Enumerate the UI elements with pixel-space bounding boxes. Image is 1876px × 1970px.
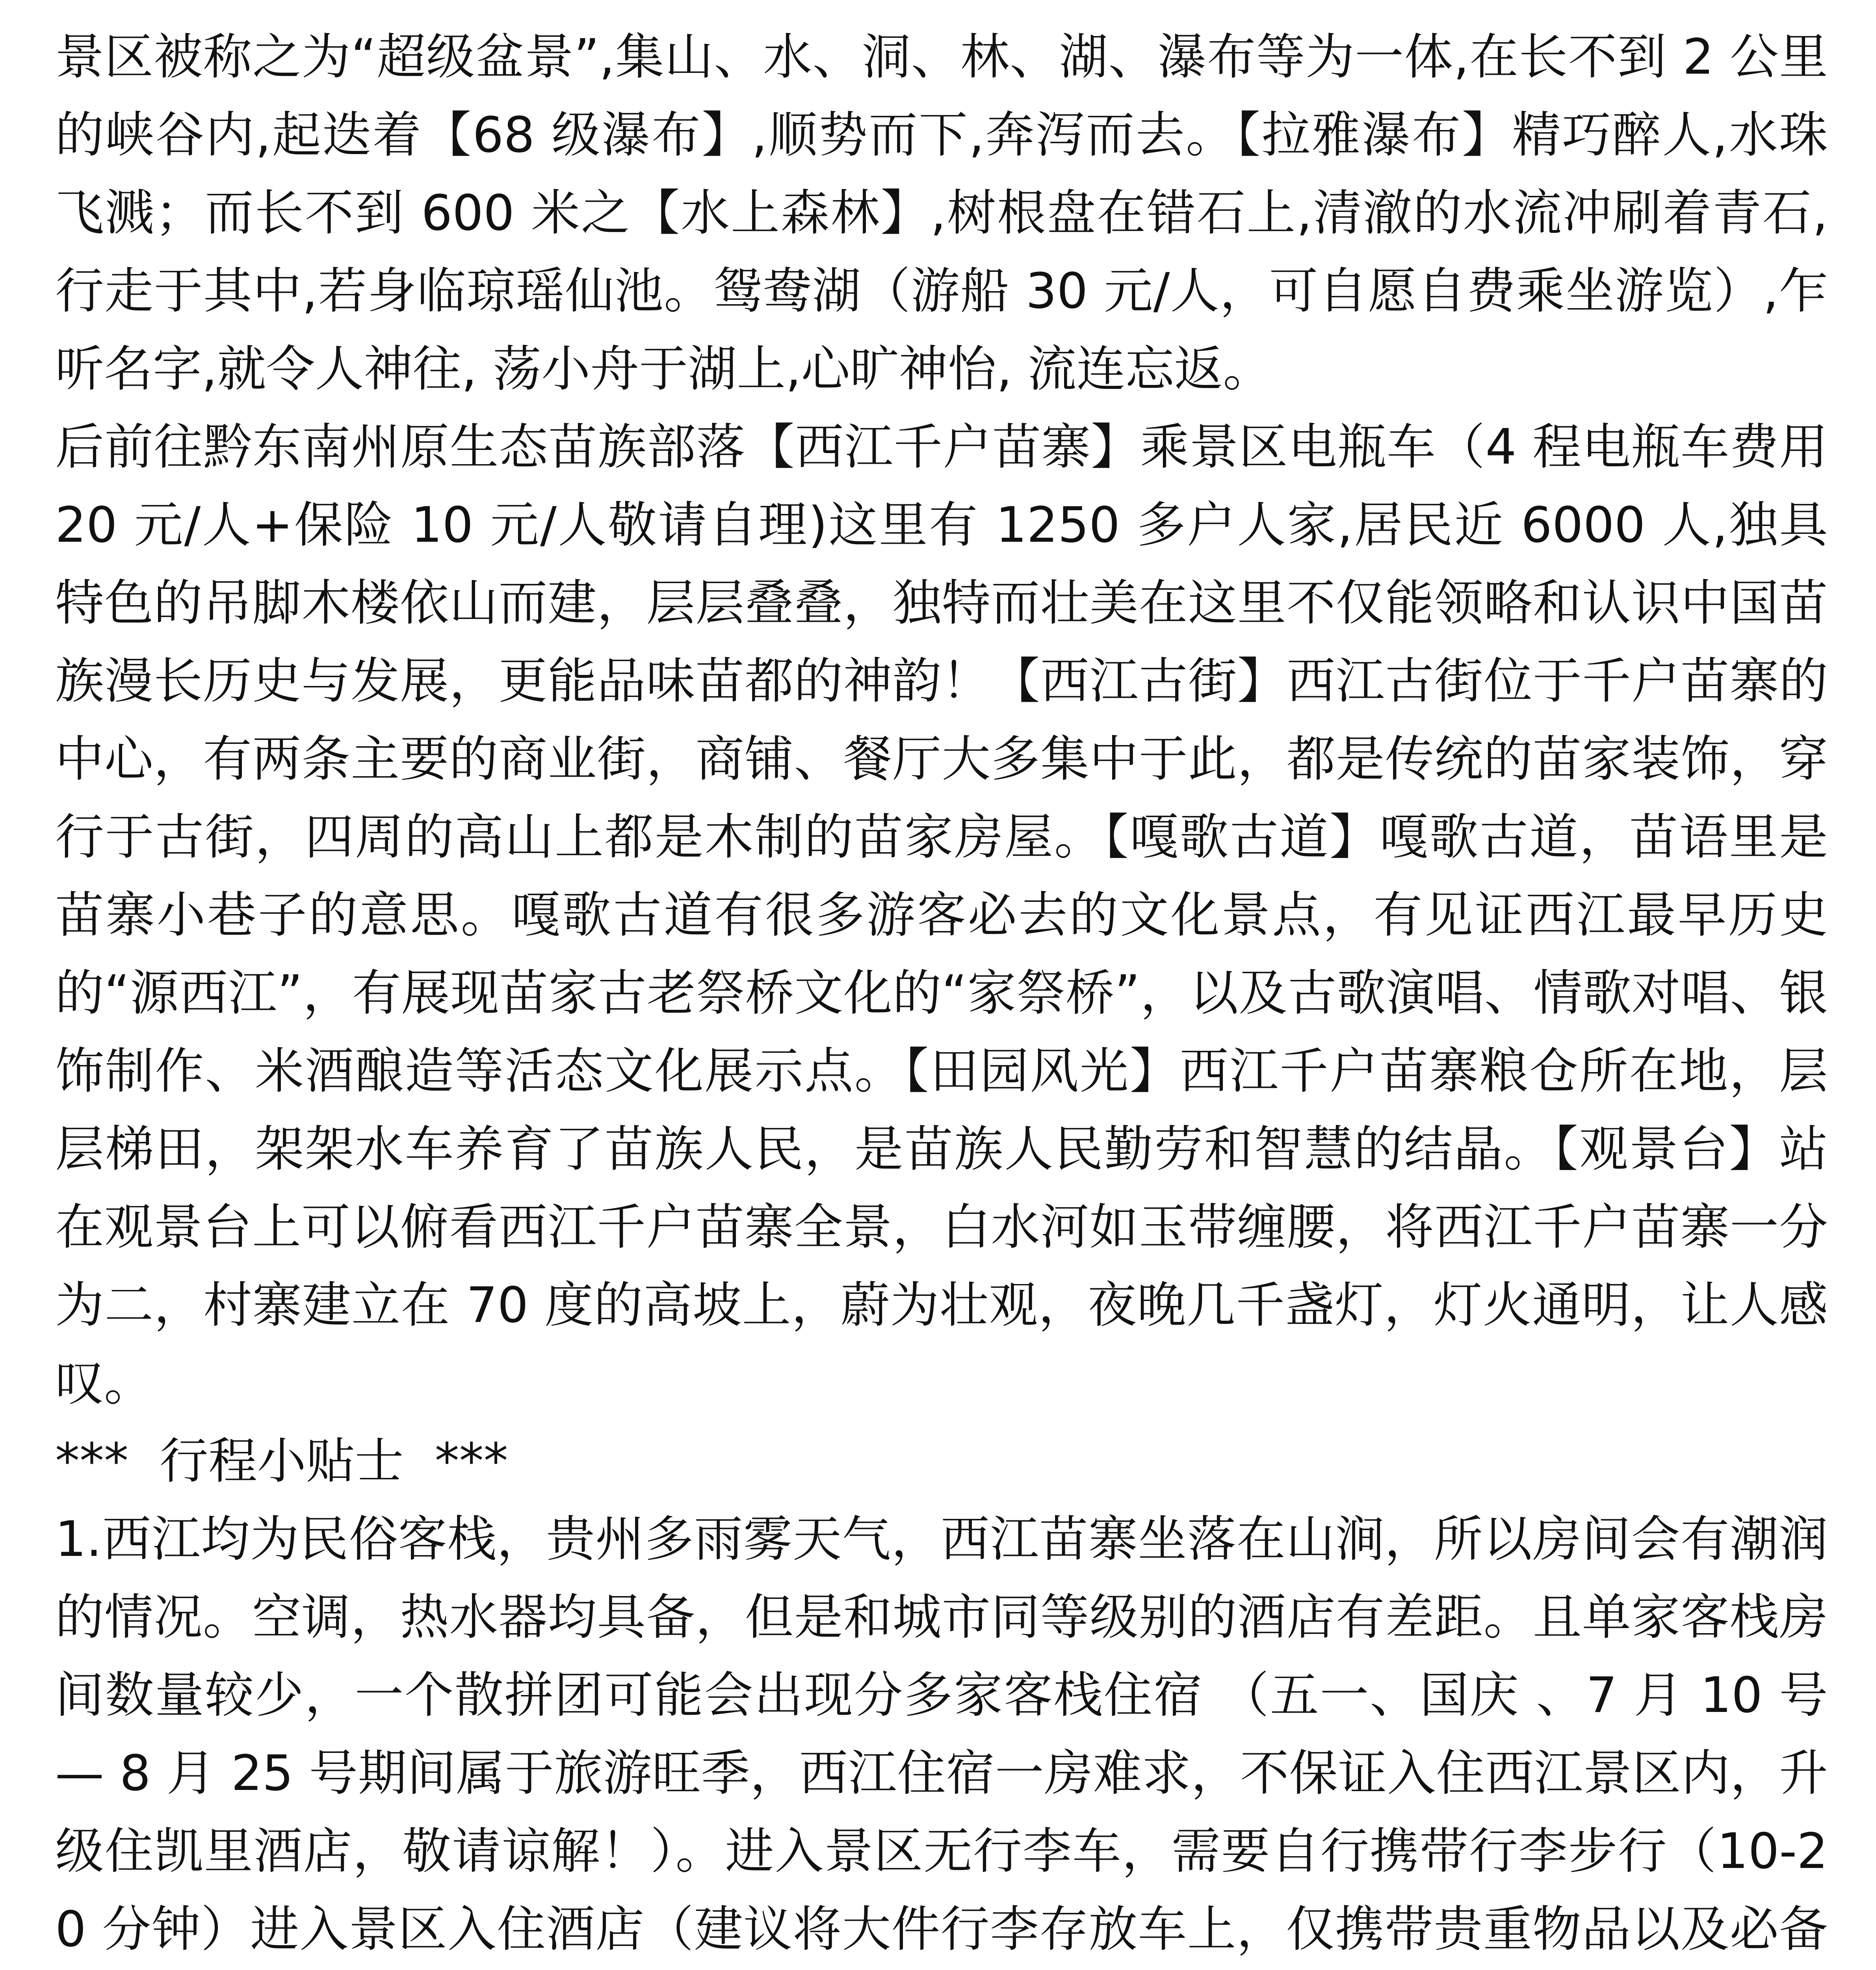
tip-item-1: 1.西江均为民俗客栈，贵州多雨雾天气，西江苗寨坐落在山涧，所以房间会有潮润的情况。空调，热水器均具备，但是和城市同等级别的酒店有差距。且单家客栈房间数量较少，一个散拼团可能会出现分多家客栈住宿 （五一、国庆 、7 月 10 号— 8 月 25 号期间属于旅游旺季，西江住宿一房难求，不保证入住西江景区内，升级住凯里酒店，敬请谅解！）。进入景区无行李车，需要自行携带行李步行（10-20 分钟）进入景区入住酒店（建议将大件行李存放车上，仅携带贵重物品以及必备 [55,1511,1828,1958]
document-page [55,18,1844,1970]
paragraph-xijiang-miao-village: 后前往黔东南州原生态苗族部落【西江千户苗寨】乘景区电瓶车（4 程电瓶车费用 20 元/人+保险 10 元/人敬请自理)这里有 1250 多户人家,居民近 6000 人,独具特色的吊脚木楼依山而建，层层叠叠，独特而壮美在这里不仅能领略和认识中国苗族漫长历史与发展，更能品味苗都的神韵！【西江古街】西江古街位于千户苗寨的中心，有两条主要的商业街，商铺、餐厅大多集中于此，都是传统的苗家装饰，穿行于古街，四周的高山上都是木制的苗家房屋。【嘎歌古道】嘎歌古道，苗语里是苗寨小巷子的意思。嘎歌古道有很多游客必去的文化景点，有见证西江最早历史的“源西江”，有展现苗家古老祭桥文化的“家祭桥”，以及古歌演唱、情歌对唱、银饰制作、米酒酿造等活态文化展示点。【田园风光】西江千户苗寨粮仓所在地，层层梯田，架架水车养育了苗族人民，是苗族人民勤劳和智慧的结晶。【观景台】站在观景台上可以俯看西江千户苗寨全景，白水河如玉带缠腰，将西江千户苗寨一分为二，村寨建立在 70 度的高坡上，蔚为壮观，夜晚几千盏灯，灯火通明，让人感叹。 [55,419,1844,1412]
paragraph-scenic-area: 景区被称之为“超级盆景”,集山、水、洞、林、湖、瀑布等为一体,在长不到 2 公里的峡谷内,起迭着【68 级瀑布】,顺势而下,奔泻而去。【拉雅瀑布】精巧醉人,水珠飞溅；而长不到 600 米之【水上森林】,树根盘在错石上,清澈的水流冲刷着青石,行走于其中,若身临琼瑶仙池。鸳鸯湖（游船 30 元/人，可自愿自费乘坐游览）,乍听名字,就令人神往, 荡小舟于湖上,心旷神怡, 流连忘返。 [55,29,1828,398]
tips-heading: *** 行程小贴士 *** [55,1433,508,1490]
